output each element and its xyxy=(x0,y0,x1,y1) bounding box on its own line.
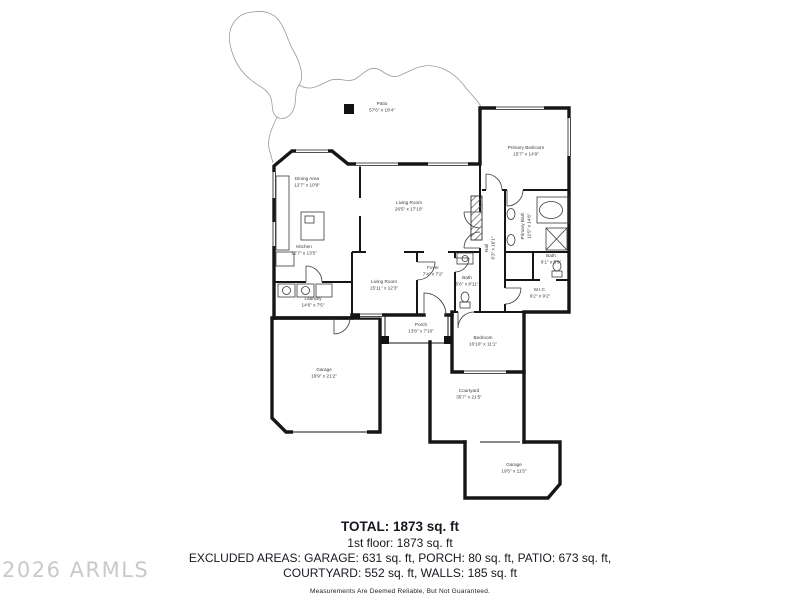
room-dims: 15'11" x 12'3" xyxy=(370,286,398,291)
room-label-foyer xyxy=(423,266,443,278)
garage-doors xyxy=(293,429,520,446)
room-label-living-room-2 xyxy=(370,280,398,292)
room-label-bath-small xyxy=(541,254,561,266)
patio-marker xyxy=(344,104,354,114)
room-name: Hall xyxy=(484,243,490,253)
room-name: Garage xyxy=(316,367,332,373)
room-label-primary-bedroom xyxy=(508,146,544,158)
room-dims: 19'9" x 21'2" xyxy=(311,374,337,379)
room-name: W.I.C. xyxy=(533,287,547,293)
room-label-living-room xyxy=(395,201,423,213)
disclaimer-text: Measurements Are Deemed Reliable, But Not Guaranteed. xyxy=(309,588,491,595)
room-label-patio xyxy=(369,102,395,114)
room-dims: 26'5" x 17'10" xyxy=(394,207,424,212)
room-name: Patio xyxy=(376,101,388,107)
excluded-areas-line1: EXCLUDED AREAS: GARAGE: 631 sq. ft, PORCH: 80 sq. ft, PATIO: 673 sq. ft, xyxy=(188,551,612,565)
room-dims: 57'6" x 18'4" xyxy=(369,108,395,113)
room-name: Bedroom xyxy=(473,335,493,341)
excluded-areas-line2: COURTYARD: 552 sq. ft, WALLS: 185 sq. ft xyxy=(283,566,517,580)
room-label-kitchen xyxy=(291,245,317,257)
room-label-garage-2 xyxy=(501,463,526,475)
room-name: Dining Area xyxy=(294,176,320,182)
total-area-text: TOTAL: 1873 sq. ft xyxy=(340,519,460,534)
room-name: Courtyard xyxy=(458,388,480,394)
room-label-wic xyxy=(530,288,550,300)
armls-watermark: 2026 ARMLS xyxy=(2,558,150,582)
room-label-hall xyxy=(485,236,497,259)
room-dims: 11'5" x 14'6" xyxy=(527,213,532,239)
room-label-dining-area xyxy=(294,177,320,189)
room-label-bath-hall xyxy=(456,276,479,288)
room-name: Bath xyxy=(462,275,472,281)
first-floor-area-text: 1st floor: 1873 sq. ft xyxy=(347,536,453,550)
room-dims: 6'1" x 5'9" xyxy=(540,260,562,265)
room-dims: 19'5" x 11'5" xyxy=(501,469,527,474)
room-name: Garage xyxy=(506,462,522,468)
room-name: Bath xyxy=(546,253,556,259)
room-dims: 9'2" x 9'2" xyxy=(529,294,551,299)
room-dims: 15'7" x 14'9" xyxy=(513,152,539,157)
room-dims: 5'6" x 8'11" xyxy=(455,282,479,287)
lot-boundary-line xyxy=(229,11,481,163)
room-dims: 12'7" x 13'5" xyxy=(291,251,317,256)
room-label-courtyard xyxy=(456,389,482,401)
room-dims: 6'3" x 16'1" xyxy=(491,236,496,260)
room-dims: 13'8" x 7'10" xyxy=(408,329,434,334)
room-label-laundry xyxy=(301,297,324,309)
room-label-bedroom xyxy=(469,336,497,348)
room-name: Primary Bedroom xyxy=(507,145,545,151)
room-label-porch xyxy=(408,323,434,335)
room-label-garage xyxy=(311,368,337,380)
room-label-primary-bath xyxy=(521,212,533,239)
room-dims: 7'4" x 7'2" xyxy=(422,272,444,277)
room-dims: 12'7" x 10'9" xyxy=(294,183,320,188)
room-name: Laundry xyxy=(304,296,322,302)
room-name: Living Room xyxy=(370,279,398,285)
room-dims: 35'7" x 21'5" xyxy=(456,395,482,400)
room-dims: 10'10" x 11'1" xyxy=(469,342,497,347)
hatched-area xyxy=(471,196,482,240)
room-name: Living Room xyxy=(395,200,423,206)
room-name: Foyer xyxy=(427,265,439,271)
room-name: Primary Bath xyxy=(520,212,526,240)
room-name: Kitchen xyxy=(296,244,312,250)
room-name: Porch xyxy=(414,322,428,328)
room-dims: 14'6" x 7'5" xyxy=(301,303,325,308)
area-summary xyxy=(0,519,800,595)
